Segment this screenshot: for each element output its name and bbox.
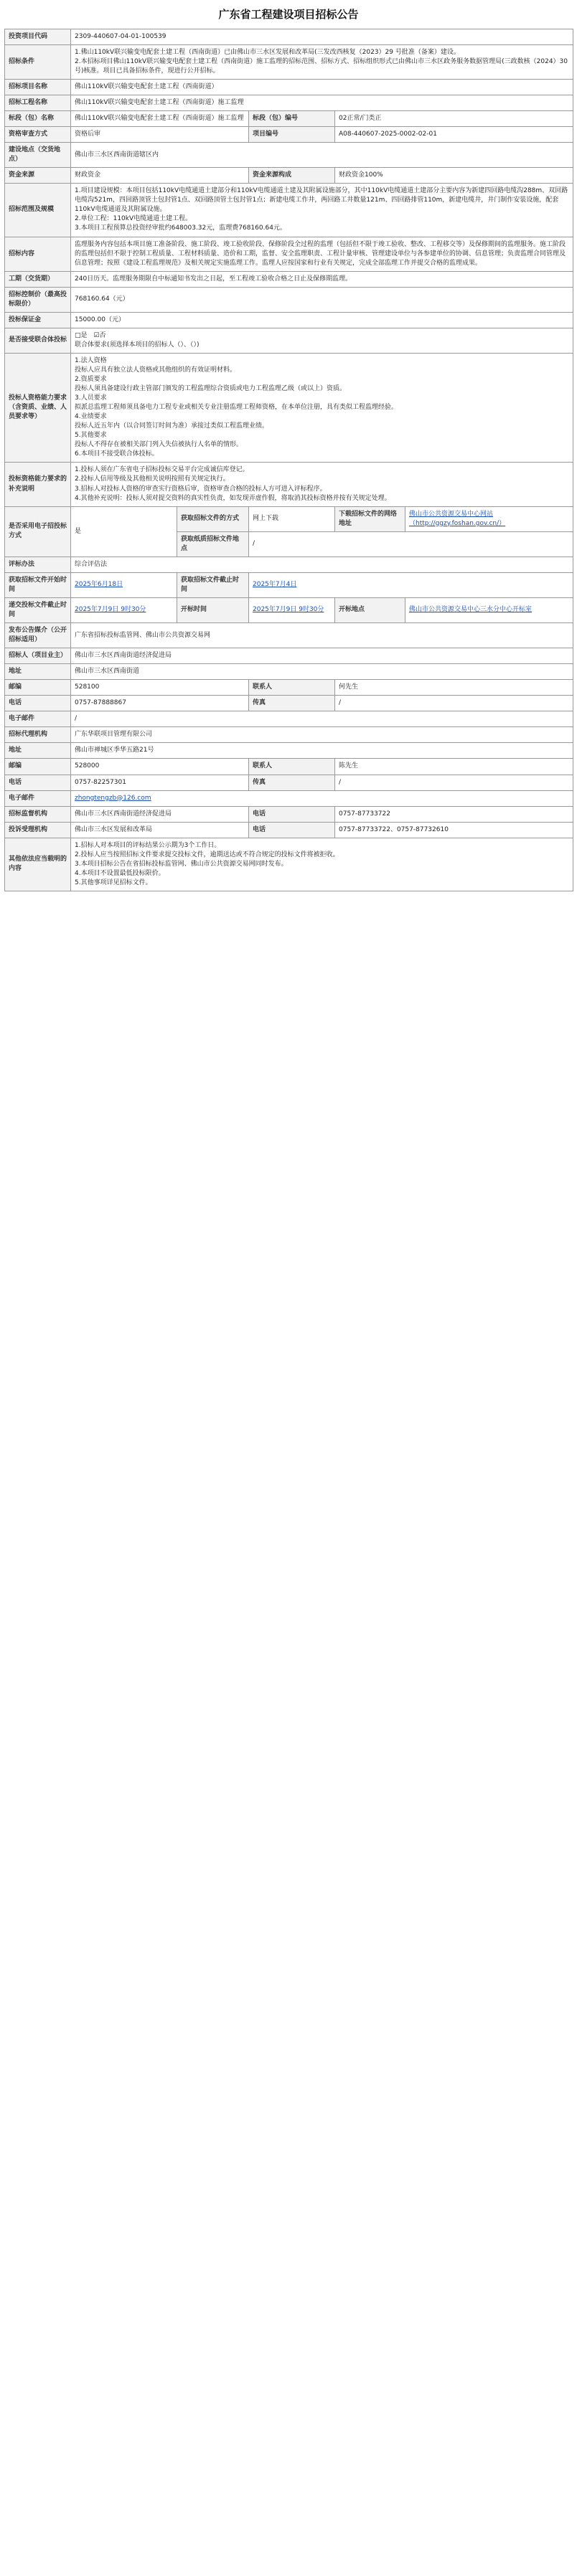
end-label: 获取招标文件截止时间 (177, 572, 249, 597)
publish-label: 获取招标文件开始时间 (5, 572, 71, 597)
consortium-option-yes[interactable]: □是 (75, 331, 88, 339)
open-value: 2025年7月9日 9时30分 (249, 597, 335, 622)
agency-zip-value: 528000 (71, 759, 249, 775)
media-label: 发布公告媒介（公开招标适用） (5, 623, 71, 648)
row-dispute (5, 822, 573, 838)
evaluation-label: 评标办法 (5, 557, 71, 572)
doc-address-link[interactable]: 佛山市公共资源交易中心网站（http://ggzy.foshan.gov.cn/） (405, 506, 573, 531)
publish-value: 2025年6月18日 (71, 572, 177, 597)
tenderer-phone-value: 0757-87888867 (71, 696, 249, 711)
section-code-label: 标段（包）编号 (249, 111, 335, 127)
supervision-phone-value: 0757-87733722 (335, 806, 573, 822)
row-tenderer-email (5, 711, 573, 727)
agency-email-value[interactable]: zhongtengzb@126.com (71, 790, 573, 806)
deposit-label: 投标保证金 (5, 312, 71, 328)
project-number-value: A08-440607-2025-0002-02-01 (335, 127, 573, 143)
row-deposit (5, 312, 573, 328)
tenderer-name: 佛山市三水区西南街道经济促进局 (71, 648, 573, 664)
tenderer-email-label: 电子邮件 (5, 711, 71, 727)
review-label: 资格审查方式 (5, 127, 71, 143)
supervision-label: 招标监督机构 (5, 806, 71, 822)
row-online (5, 506, 573, 531)
paper-doc-value: / (249, 531, 573, 557)
credit-label: 投标资格能力要求的补充说明 (5, 463, 71, 506)
tenderer-label: 招标人（项目业主） (5, 648, 71, 664)
doc-method-label: 获取招标文件的方式 (177, 506, 249, 531)
funding-ratio-value: 财政资金100% (335, 168, 573, 184)
row-funding (5, 168, 573, 184)
row-supervision (5, 806, 573, 822)
row-agency-phone (5, 775, 573, 790)
consortium-label: 是否接受联合体投标 (5, 328, 71, 353)
location-label: 建设地点（交货地点） (5, 143, 71, 168)
tenderer-contact-value: 何先生 (335, 680, 573, 696)
tenderer-fax-label: 传真 (249, 696, 335, 711)
review-value: 资格后审 (71, 127, 249, 143)
conditions-text: 1.佛山110kV联兴输变电配套土建工程（西南街道）已由佛山市三水区发展和改革局(三发改西核复（2023）29 号批准（备案）建设。 2.本招标项目佛山110kV联兴输变电配套土建工程（西南街道）施工监理的招标范围、招标方式、招标组织形式已由佛山市三水区政务服务数据管理局(三政数核（2024）30号)核准。项目已具备招标条件，现进行公开招标。 (71, 44, 573, 79)
funding-source-value: 财政资金 (71, 168, 249, 184)
project-name-value: 佛山110kV联兴输变电配套土建工程（西南街道） (71, 79, 573, 95)
row-location (5, 143, 573, 168)
deposit-value: 15000.00（元） (71, 312, 573, 328)
dispute-phone-label: 电话 (249, 822, 335, 838)
row-section (5, 111, 573, 127)
announcement-page (0, 0, 577, 897)
row-other (5, 838, 573, 891)
row-tenderer-zip (5, 680, 573, 696)
tenderer-addr-label: 地址 (5, 664, 71, 680)
tenderer-phone-label: 电话 (5, 696, 71, 711)
row-agency-email (5, 790, 573, 806)
announcement-table (4, 29, 573, 891)
project-code-label: 投资项目代码 (5, 29, 71, 44)
tenderer-addr-value: 佛山市三水区西南街道 (71, 664, 573, 680)
consortium-options (75, 331, 569, 341)
tenderer-contact-label: 联系人 (249, 680, 335, 696)
row-conditions (5, 44, 573, 79)
agency-phone-label: 电话 (5, 775, 71, 790)
consortium-cell (71, 328, 573, 353)
submit-value: 2025年7月9日 9时30分 (71, 597, 177, 622)
section-label: 标段（包）名称 (5, 111, 71, 127)
row-evaluation (5, 557, 573, 572)
row-max-price (5, 287, 573, 312)
dispute-phone-value: 0757-87733722、0757-87732610 (335, 822, 573, 838)
row-project-name (5, 79, 573, 95)
funding-label: 资金来源 (5, 168, 71, 184)
agency-contact-label: 联系人 (249, 759, 335, 775)
location-value: 佛山市三水区西南街道辖区内 (71, 143, 573, 168)
row-content (5, 237, 573, 271)
row-scope (5, 184, 573, 237)
period-text: 240日历天。监理服务期限自中标通知书发出之日起，至工程竣工验收合格之日止及保修期监理。 (71, 271, 573, 287)
agency-contact-value: 陈先生 (335, 759, 573, 775)
funding-ratio-label: 资金来源构成 (249, 168, 335, 184)
content-label: 招标内容 (5, 237, 71, 271)
agency-zip-label: 邮编 (5, 759, 71, 775)
other-label: 其他依法应当载明的内容 (5, 838, 71, 891)
row-engineering-name (5, 95, 573, 110)
section-value: 佛山110kV联兴输变电配套土建工程（西南街道）施工监理 (71, 111, 249, 127)
max-price-label: 招标控制价（最高投标限价） (5, 287, 71, 312)
media-value: 广东省招标投标监管网、佛山市公共资源交易网 (71, 623, 573, 648)
row-media (5, 623, 573, 648)
content-text: 监理服务内容包括本项目施工准备阶段、施工阶段、竣工验收阶段、保修阶段全过程的监理（包括但不限于竣工验收、整改、工程移交等）及保修期间的监理服务。施工阶段的监理包括但不限于控制工程质量、工程材料质量、造价和工期，监督、安全监理职责、工程计量审核、管理建设单位与各参建单位的协调、信息管理；负责监理合同管理及信息管理；按照《建设工程监理规范》及相关规定实施监理工作。监理人应按国家和行业有关规定，完成全部监理工作并提交合格的监理成果。 (71, 237, 573, 271)
consortium-option-no[interactable]: ☑否 (93, 331, 106, 339)
supervision-name: 佛山市三水区西南街道经济促进局 (71, 806, 249, 822)
agency-fax-label: 传真 (249, 775, 335, 790)
agency-phone-value: 0757-82257301 (71, 775, 249, 790)
max-price-value: 768160.64（元） (71, 287, 573, 312)
place-label: 开标地点 (335, 597, 405, 622)
row-consortium (5, 328, 573, 353)
engineering-name-value: 佛山110kV联兴输变电配套土建工程（西南街道）施工监理 (71, 95, 573, 110)
row-qualification (5, 353, 573, 463)
agency-email-label: 电子邮件 (5, 790, 71, 806)
doc-method-value: 网上下载 (249, 506, 335, 531)
conditions-label: 招标条件 (5, 44, 71, 79)
dispute-label: 投诉受理机构 (5, 822, 71, 838)
row-schedule-1 (5, 572, 573, 597)
project-name-label: 招标项目名称 (5, 79, 71, 95)
row-agency (5, 727, 573, 743)
dispute-name: 佛山市三水区发展和改革局 (71, 822, 249, 838)
qualification-label: 投标人资格能力要求（含资质、业绩、人员要求等） (5, 353, 71, 463)
period-label: 工期（交货期） (5, 271, 71, 287)
agency-addr-value: 佛山市禅城区季华五路21号 (71, 743, 573, 759)
open-label: 开标时间 (177, 597, 249, 622)
engineering-name-label: 招标工程名称 (5, 95, 71, 110)
supervision-phone-label: 电话 (249, 806, 335, 822)
row-review (5, 127, 573, 143)
row-agency-zip (5, 759, 573, 775)
page-title: 广东省工程建设项目招标公告 (218, 8, 359, 21)
scope-label: 招标范围及规模 (5, 184, 71, 237)
credit-text: 1.投标人须在广东省电子招标投标交易平台完成诚信库登记。 2.投标人信用等级及其他相关说明按照有关规定执行。 3.招标人对投标人资格的审查实行资格后审，资格审查合格的投标人方可进入评标程序。 4.其他补充说明：投标人须对提交资料的真实性负责，如发现弄虚作假，将取消其投标资格并按有关规定处理。 (71, 463, 573, 506)
evaluation-value: 综合评估法 (71, 557, 573, 572)
tenderer-zip-value: 528100 (71, 680, 249, 696)
online-value: 是 (71, 506, 177, 557)
scope-text: 1.项目建设规模：本项目包括110kV电缆通道土建部分和110kV电缆通道土建及其附属设施部分，其中110kV电缆通道土建部分主要内容为新建四回路电缆沟288m、双回路电缆沟521m，四回路顶管土包封管1点、双回路顶管土包封管1点；新建电缆工作井，两回路工井数量121m、四回路排管110m，新建电缆井，井门制作安装设施，配套110kV电缆通道及其附属设施。 2.单位工程：110kV电缆通道土建工程。 3.本项目工程预算总投资经审批约648003.32元，监理费768160.64元。 (71, 184, 573, 237)
agency-addr-label: 地址 (5, 743, 71, 759)
tenderer-email-value: / (71, 711, 573, 727)
consortium-note: 联合体要求(须选择本项目的招标人（）、（）) (75, 341, 200, 349)
project-code-value: 2309-440607-04-01-100539 (71, 29, 573, 44)
place-value: 佛山市公共资源交易中心三水分中心开标室 (405, 597, 573, 622)
row-tenderer-phone (5, 696, 573, 711)
tenderer-zip-label: 邮编 (5, 680, 71, 696)
project-number-label: 项目编号 (249, 127, 335, 143)
end-value: 2025年7月4日 (249, 572, 573, 597)
other-text: 1.招标人对本项目的评标结果公示期为3个工作日。 2.投标人应当按照招标文件要求提交投标文件，逾期送达或不符合规定的投标文件将被拒收。 3.本项目招标公告在省招标投标监管网、佛山市公共资源交易网同时发布。 4.本项目不设置最低投标限价。 5.其他事项详见招标文件。 (71, 838, 573, 891)
tenderer-fax-value: / (335, 696, 573, 711)
row-period (5, 271, 573, 287)
qualification-text: 1.法人资格 投标人应具有独立法人资格或其他组织的有效证明材料。 2.资质要求 投标人须具备建设行政主管部门颁发的工程监理综合资质或电力工程监理乙级（或以上）资质。 3.人员要求 拟派总监理工程师须具备电力工程专业或相关专业注册监理工程师资格，在本单位注册，具有类似工程监理经验。 4.业绩要求 投标人近五年内（以合同签订时间为准）承接过类似工程监理业绩。 5.其他要求 投标人不得存在被相关部门列入失信被执行人名单的情形。 6.本项目不接受联合体投标。 (71, 353, 573, 463)
agency-name: 广东华联项目管理有限公司 (71, 727, 573, 743)
row-schedule-2 (5, 597, 573, 622)
agency-fax-value: / (335, 775, 573, 790)
submit-label: 递交投标文件截止时间 (5, 597, 71, 622)
paper-doc-label: 获取纸质招标文件地点 (177, 531, 249, 557)
row-project-code (5, 29, 573, 44)
row-agency-addr (5, 743, 573, 759)
row-credit (5, 463, 573, 506)
doc-address-label: 下载招标文件的网络地址 (335, 506, 405, 531)
section-code-value: 02正常/门类正 (335, 111, 573, 127)
online-label: 是否采用电子招投标方式 (5, 506, 71, 557)
row-tenderer-addr (5, 664, 573, 680)
row-tenderer (5, 648, 573, 664)
agency-label: 招标代理机构 (5, 727, 71, 743)
